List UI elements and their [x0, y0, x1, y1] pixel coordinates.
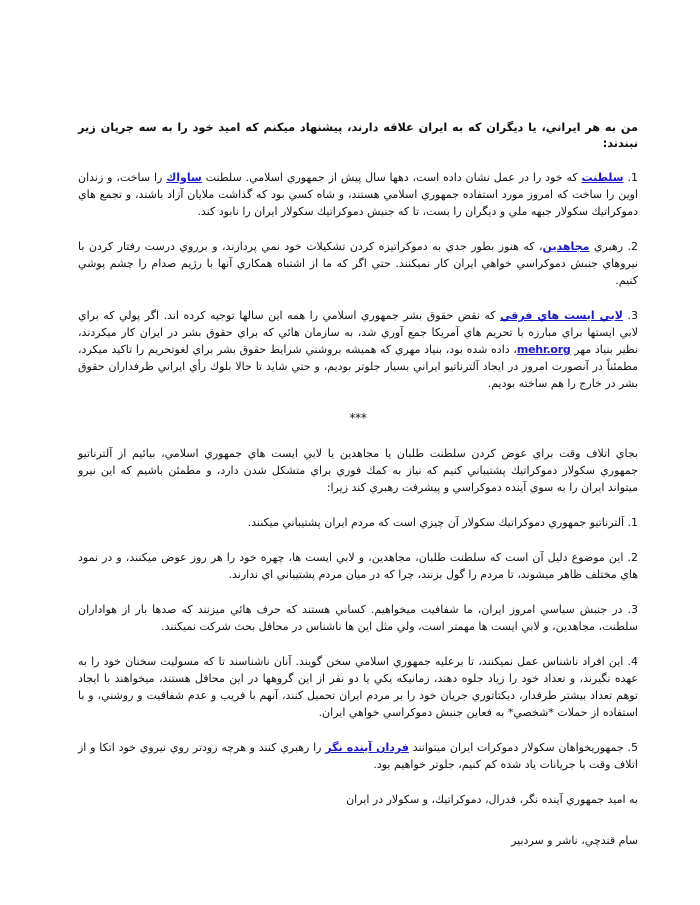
intro-heading: من به هر ايراني، يا ديگران كه به ايران علاقه دارند، پيشنهاد ميكنم كه اميد خود را به سه جريان زير نبندند:	[78, 121, 638, 150]
reason-number: 4.	[627, 655, 639, 668]
point-text: كه نقض حقوق بشر جمهوري اسلامي را همه اين سالها توجيه كرده اند. اگر پولي كه براي لابي ايستها براي مبارزه با تحريم هاي آمريكا جمع آوري شد، به سازمان هائي كه براي حقوق بشر در ايران كار ميكردند، نظير بنياد مهر	[78, 309, 638, 356]
reason-text: را رهبري كنند و هرچه زودتر روي نيروي خود اتكا و از اتلاف وقت با جريانات ياد شده كم كنيم، جلوتر خواهيم بود.	[78, 741, 638, 771]
point-text: ، كه هنوز بطور جدي به دموكراتيزه كردن تشكيلات خود نمي پردازند، و برروي درست رفتار كردن با نيروهاي جنبش دموكراسي خواهي ايران كار نميكنند. حتي اگر كه ما از اشتباه همكاري آنها با رژيم صدام را چشم پوشي كنيم.	[78, 240, 638, 287]
closing-line: به اميد جمهوري آينده نگر، فدرال، دموكراتيك، و سكولار در ايران	[346, 793, 638, 806]
point-1	[78, 169, 638, 220]
reason-3	[78, 601, 638, 635]
reason-text: آلترناتيو جمهوري دموكراتيك سكولار آن چيزي است كه مردم ايران پشتيباني ميكنند.	[247, 516, 624, 529]
reason-text: جمهوريخواهان سكولار دموكرات ايران ميتوانند	[408, 741, 624, 754]
body-paragraph: بجاي اتلاف وقت براي عوض كردن سلطنت طلبان يا مجاهدين يا لابي ايست هاي جمهوري اسلامي، بيائيم از آلترناتيو جمهوري سكولار دموكراتيك پشتيباني كنيم كه نياز به كمك فوري براي متشكل شدن دارد، و مطمئن باشيم كه اين نيرو ميتواند ايران را به سوي آينده دموكراسي و پيشرفت رهبري كند زيرا:	[78, 447, 638, 494]
signature-line: سام قندچي، ناشر و سردبير	[511, 834, 638, 847]
reason-5	[78, 739, 638, 773]
point-2	[78, 238, 638, 289]
link-mehr-org[interactable]: mehr.org	[516, 343, 571, 356]
link-future-oriented[interactable]: فردان آينده نگر	[325, 741, 409, 754]
link-saltanat[interactable]: سلطنت	[581, 171, 624, 184]
reason-text: در جنبش سياسي امروز ايران، ما شفافيت ميخواهيم. كساني هستند كه حرف هائي ميزنند كه صدها بار از هواداران سلطنت، مجاهدين، و لابي ايست ها مهمتر است، ولي مثل اين ها ناشناس در محافل بحث شركت نميكنند.	[78, 603, 638, 633]
reason-number: 5.	[627, 741, 638, 754]
reason-number: 2.	[627, 551, 639, 564]
reason-number: 1.	[627, 516, 638, 529]
link-savak[interactable]: ساواك	[166, 171, 202, 184]
point-3	[78, 307, 638, 392]
document-body	[78, 120, 638, 873]
link-mojahedin[interactable]: مجاهدين	[542, 240, 590, 253]
point-number: 2.	[627, 240, 639, 253]
reason-4	[78, 653, 638, 721]
point-number: 1.	[627, 171, 639, 184]
link-lobbyists[interactable]: لابي ايست هاي فرقي	[500, 309, 623, 322]
reason-1	[78, 514, 638, 531]
point-text: را ساخت، و زندان اوين را ساخت كه امروز مورد استفاده جمهوري اسلامي هستند، و شاه كسي بود كه گذاشت ملايان آزاد باشند، و تجمع هاي دموكراتيك سكولار جبهه ملي و ديگران را بست، تا كه جنبش دموكراتيك سكولار ايران را نابود كند.	[78, 171, 638, 218]
reason-text: اين افراد ناشناس عمل نميكنند، تا برعليه جمهوري اسلامي سخن گويند. آنان ناشناسند تا كه مسوليت سخنان خود را به عهده نگيرند، و تعداد خود را زياد جلوه دهند، زمانيكه يكي يا دو نفر از اين گروهها در اين محافل هستند، ميخواهند با ايجاد توهم تعداد بيشتر طرفدار، ديكتاتوري جريان خود را بر مردم ايران تحميل كنند، آنهم با فريب و عدم شفافيت و روشني، و با استفاده از حملات *شخصي* به فعاين جنبش دموكراسي خواهي ايران.	[78, 655, 638, 719]
section-separator: ***	[349, 411, 367, 425]
reason-number: 3.	[627, 603, 638, 616]
point-text: رهبري	[589, 240, 624, 253]
reason-text: اين موضوع دليل آن است كه سلطنت طلبان، مجاهدين، و لابي ايست ها، چهره خود را هر روز عوض ميكنند، و در نمود هاي مختلف ظاهر ميشوند، تا مردم را گول بزنند، چرا كه در ميان مردم پشتيباني اي ندارند.	[78, 551, 638, 581]
point-text: كه خود را در عمل نشان داده است، دهها سال پيش از جمهوري اسلامي. سلطنت	[201, 171, 582, 184]
reason-2	[78, 549, 638, 583]
point-number: 3.	[627, 309, 638, 322]
point-text: ، داده شده بود، بنياد مهري كه هميشه بروشني شرايط حقوق بشر براي لغوتحريم را تاكيد ميكرد، مطمئناً در آنصورت امروز در ايجاد آلترناتيو ايراني بسيار جلوتر بوديم، و حتي شايد تا حالا بلوك رأي ايراني طرفداران حقوق بشر در خارج را هم ساخته بوديم.	[78, 343, 638, 390]
